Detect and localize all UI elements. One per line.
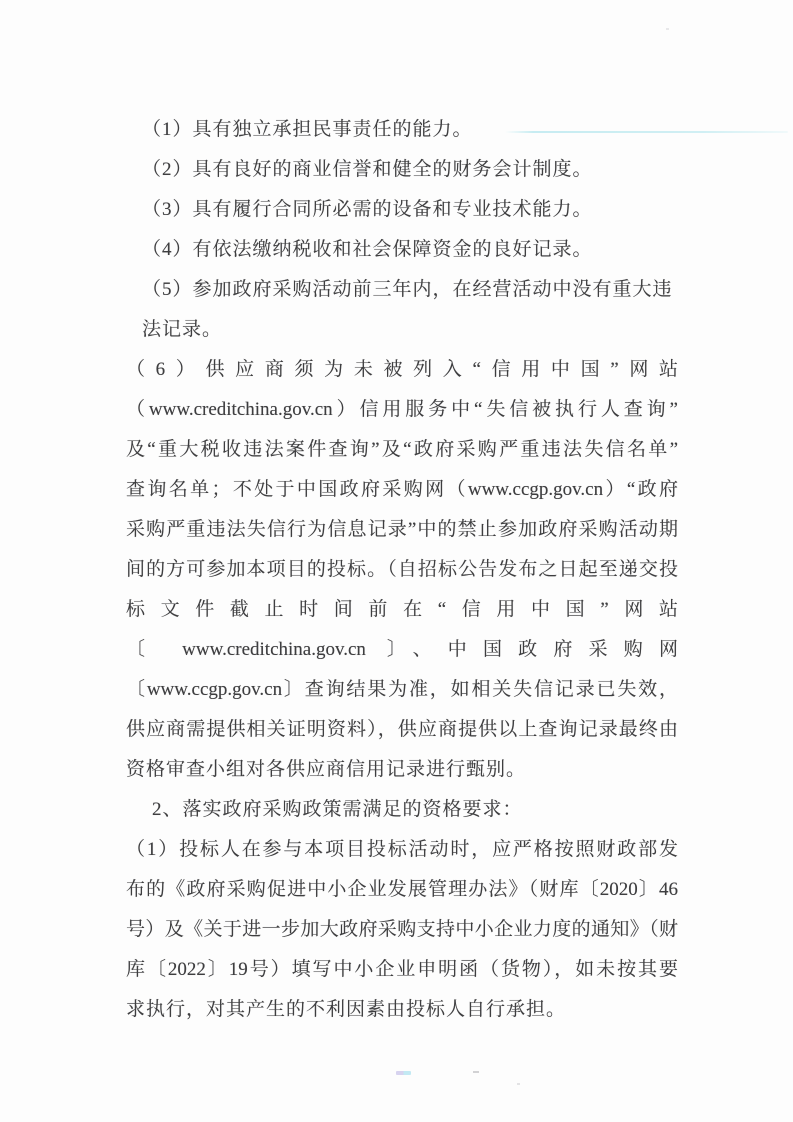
scan-streak-line — [505, 131, 788, 133]
doc-line-13: 标文件截止时间前在“信用中国”网站 — [126, 599, 678, 620]
doc-line-23: 求执行，对其产生的不利因素由投标人自行承担。 — [126, 999, 567, 1020]
doc-line-5: （5）参加政府采购活动前三年内，在经营活动中没有重大违 — [142, 279, 673, 300]
doc-line-21: 号）及《关于进一步加大政府采购支持中小企业力度的通知》（财 — [126, 919, 678, 940]
scan-dot-mark — [517, 1083, 520, 1085]
scan-speck-mark — [666, 28, 669, 30]
doc-line-2: （2）具有良好的商业信誉和健全的财务会计制度。 — [142, 159, 593, 180]
doc-line-9: 及“重大税收违法案件查询”及“政府采购严重违法失信名单” — [126, 439, 678, 460]
scan-dash-mark — [473, 1071, 479, 1073]
doc-line-16: 供应商需提供相关证明资料），供应商提供以上查询记录最终由 — [126, 719, 678, 740]
doc-line-10: 查询名单；不处于中国政府采购网（www.ccgp.gov.cn）“政府 — [126, 479, 678, 500]
scan-smudge-mark — [396, 1071, 411, 1075]
doc-line-11: 采购严重违法失信行为信息记录”中的禁止参加政府采购活动期 — [126, 519, 678, 540]
doc-line-3: （3）具有履行合同所必需的设备和专业技术能力。 — [142, 199, 593, 220]
doc-line-22: 库〔2022〕19号）填写中小企业申明函（货物），如未按其要 — [126, 959, 678, 980]
doc-line-14: 〔 www.creditchina.gov.cn 〕、中国政府采购网 — [126, 639, 678, 660]
doc-line-18: 2、落实政府采购政策需满足的资格要求： — [152, 799, 523, 820]
document-body — [126, 110, 678, 1030]
doc-line-6: 法记录。 — [142, 319, 223, 340]
doc-line-17: 资格审查小组对各供应商信用记录进行甄别。 — [126, 759, 527, 780]
doc-line-19: （1）投标人在参与本项目投标活动时，应严格按照财政部发 — [126, 839, 678, 860]
doc-line-1: （1）具有独立承担民事责任的能力。 — [142, 119, 473, 140]
doc-line-7: （6）供应商须为未被列入“信用中国”网站 — [126, 359, 678, 380]
doc-line-8: （www.creditchina.gov.cn）信用服务中“失信被执行人查询” — [126, 399, 678, 420]
doc-line-20: 布的《政府采购促进中小企业发展管理办法》（财库〔2020〕46 — [126, 879, 678, 900]
doc-line-12: 间的方可参加本项目的投标。（自招标公告发布之日起至递交投 — [126, 559, 678, 580]
doc-line-15: 〔www.ccgp.gov.cn〕查询结果为准，如相关失信记录已失效， — [126, 679, 678, 700]
doc-line-4: （4）有依法缴纳税收和社会保障资金的良好记录。 — [142, 239, 593, 260]
